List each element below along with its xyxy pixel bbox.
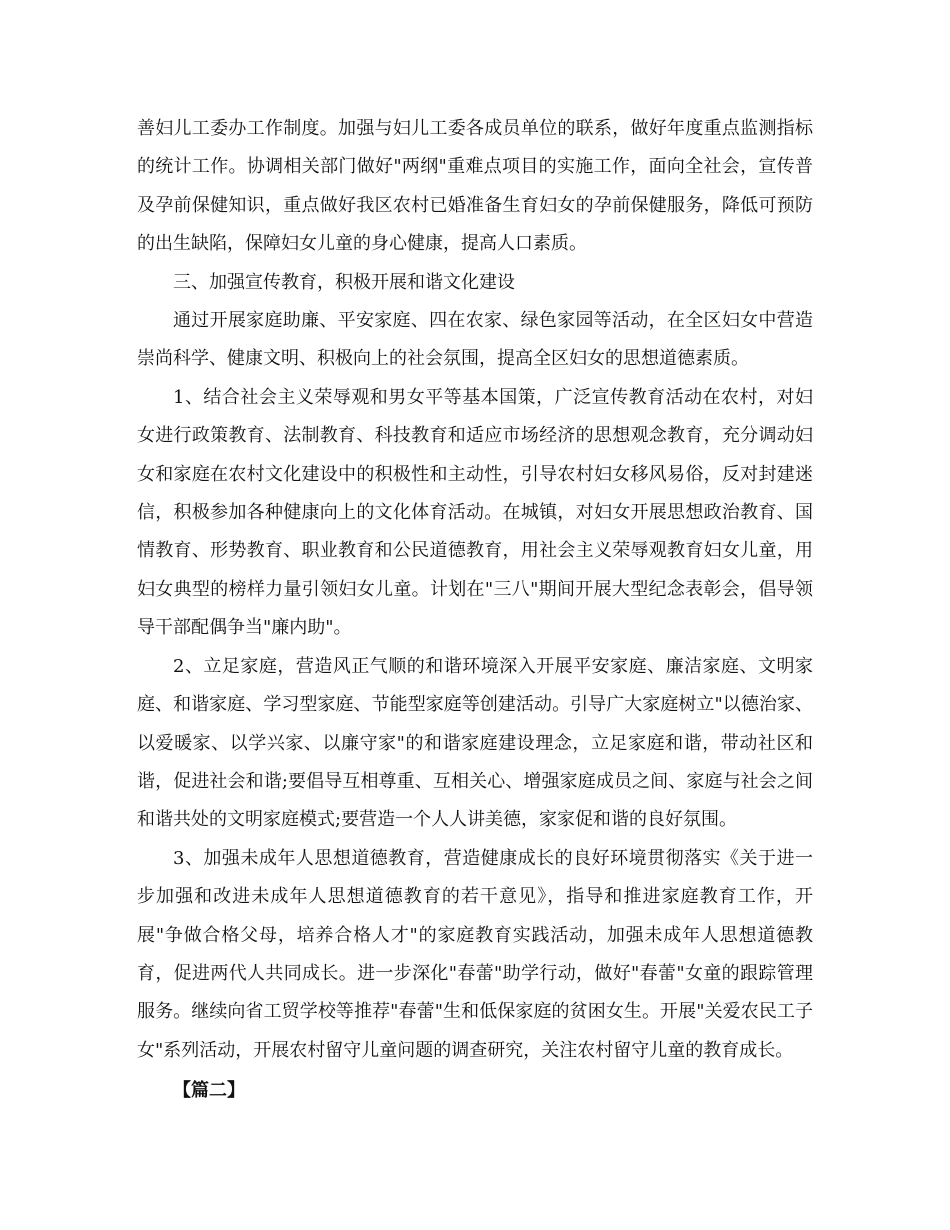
paragraph-item-2: 2、立足家庭，营造风正气顺的和谐环境深入开展平安家庭、廉洁家庭、文明家庭、和谐家庭、学习型家庭、节能型家庭等创建活动。引导广大家庭树立"以德治家、以爱暖家、以学兴家、以廉守家"的和谐家庭建设理念，立足家庭和谐，带动社区和谐，促进社会和谐;要倡导互相尊重、互相关心、增强家庭成员之间、家庭与社会之间和谐共处的文明家庭模式;要营造一个人人讲美德，家家促和谐的良好氛围。: [137, 655, 813, 831]
document-body: [137, 110, 813, 1111]
paragraph-item-1: 1、结合社会主义荣辱观和男女平等基本国策，广泛宣传教育活动在农村，对妇女进行政策教育、法制教育、科技教育和适应市场经济的思想观念教育，充分调动妇女和家庭在农村文化建设中的积极性和主动性，引导农村妇女移风易俗，反对封建迷信，积极参加各种健康向上的文化体育活动。在城镇，对妇女开展思想政治教育、国情教育、形势教育、职业教育和公民道德教育，用社会主义荣辱观教育妇女儿童，用妇女典型的榜样力量引领妇女儿童。计划在"三八"期间开展大型纪念表彰会，倡导领导干部配偶争当"廉内助"。: [137, 386, 813, 639]
paragraph-intro: 通过开展家庭助廉、平安家庭、四在农家、绿色家园等活动，在全区妇女中营造崇尚科学、健康文明、积极向上的社会氛围，提高全区妇女的思想道德素质。: [137, 310, 813, 370]
section-heading-three: 三、加强宣传教育，积极开展和谐文化建设: [173, 271, 515, 293]
paragraph-item-3: 3、加强未成年人思想道德教育，营造健康成长的良好环境贯彻落实《关于进一步加强和改进未成年人思想道德教育的若干意见》，指导和推进家庭教育工作，开展"争做合格父母，培养合格人才"的家庭教育实践活动，加强未成年人思想道德教育，促进两代人共同成长。进一步深化"春蕾"助学行动，做好"春蕾"女童的跟踪管理服务。继续向省工贸学校等推荐"春蕾"生和低保家庭的贫困女生。开展"关爱农民工子女"系列活动，开展农村留守儿童问题的调查研究，关注农村留守儿童的教育成长。: [137, 847, 813, 1061]
part-two-heading: 【篇二】: [173, 1080, 245, 1102]
paragraph-continuation: 善妇儿工委办工作制度。加强与妇儿工委各成员单位的联系，做好年度重点监测指标的统计工作。协调相关部门做好"两纲"重难点项目的实施工作，面向全社会，宣传普及孕前保健知识，重点做好我区农村已婚准备生育妇女的孕前保健服务，降低可预防的出生缺陷，保障妇女儿童的身心健康，提高人口素质。: [137, 118, 813, 255]
